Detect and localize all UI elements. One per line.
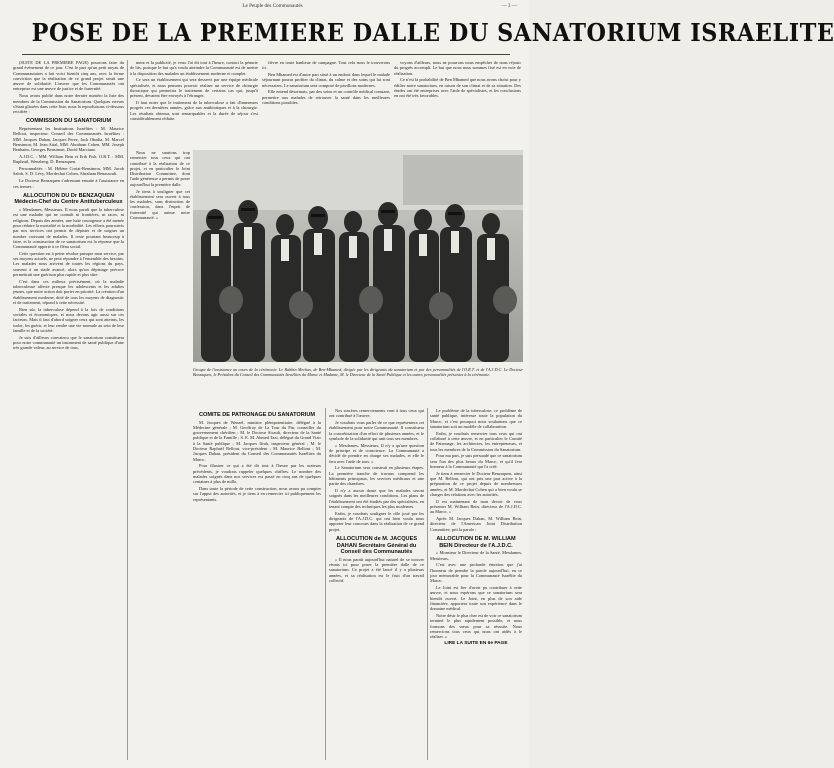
paragraph: Enfin, je voudrais remercier tous ceux qui ont collaboré à cette œuvre, et en particulier le Comité de Patronage, les architectes, les entrepreneurs, et tous les membres de la Commission du Sanatorium. bbox=[430, 430, 522, 452]
paragraph: « Mesdames, Messieurs, Il nous paraît que la tuberculose est une maladie qui ne connaît ni frontières, ni races, ni religions. Depuis des années, une lutte courageuse a été menée pour réduire la mortalité et la morbidité. Les efforts poursuivis par nos services ont permis de dépister et de soigner un nombre croissant de malades. Il reste pourtant beaucoup à faire, et la construction de ce sanatorium est la réponse que la Communauté apporte à ce fléau social. bbox=[13, 207, 124, 250]
paragraph: Dans toute la période de cette construction, nous avons pu compter sur l'appui des autorités, et je tiens à en remercier ici publiquement les représentants. bbox=[193, 486, 321, 502]
paragraph: (SUITE DE LA PREMIERE PAGE) pourrons faire du grand événement de ce jour. C'est le pari qu'un petit noyau de Communautaires a fait voici bientôt cinq ans, avec la ferme conviction que la réalisation de ce grand projet serait une œuvre de solidarité. L'œuvre que les Communautés ont entreprise est une œuvre de justice et de fraternité. bbox=[13, 60, 124, 92]
continued-notice: LIRE LA SUITE EN 6e PAGE bbox=[444, 640, 508, 646]
paragraph: Il est maintenant de mon devoir de vous présenter M. William Bein, directeur de l'A.J.D.C. au Maroc. » bbox=[430, 498, 522, 515]
paragraph: « Il nous paraît aujourd'hui naturel de se trouver réunis ici pour poser la première dalle de ce sanatorium. Ce projet a été lancé il y a plusieurs années, et sa réalisation est le fruit d'un travail collectif. bbox=[329, 556, 424, 583]
paragraph: Après M. Jacques Dahan, M. William Bein, directeur de l'American Joint Distribution Committee, prit la parole : bbox=[430, 516, 522, 532]
column-separator bbox=[325, 408, 326, 760]
paragraph: Représentant les Institutions Israélites : M. Maurice Bellout, inspecteur. Conseil des Communautés Israélites : MM. Jacques Dahan, Jacques Perez, Jack Obadia, M. Marcel Bensimon, M. Jean Attal, MM. Abraham Cohen, MM. Joseph Benhaïm, Georges Bensimon, David Marciano. bbox=[13, 126, 124, 153]
paragraph: « Monsieur le Directeur de la Santé, Mesdames, Messieurs, bbox=[430, 550, 522, 561]
paragraph: C'est avec une profonde émotion que j'ai l'honneur de prendre la parole aujourd'hui, en ce jour mémorable pour la Communauté Israélite du Maroc. bbox=[430, 562, 522, 584]
column-2-top bbox=[130, 60, 258, 148]
paragraph: Cette question est à peine résolue puisque mon service, par ses moyens actuels, ne peut répondre à l'ensemble des besoins. Les malades nous arrivent de toutes les régions du pays, souvent à un stade avancé, alors qu'un dépistage précoce permettrait une guérison plus rapide et plus sûre. bbox=[13, 250, 124, 278]
paragraph: Je suis d'ailleurs convaincu que le sanatorium constituera pour notre communauté un instrument de santé publique d'une très grande valeur, au service de tous. bbox=[13, 334, 124, 351]
paragraph: Il faut noter que le traitement de la tuberculose a fait d'immenses progrès ces dernières années, grâce aux antibiotiques et à la chirurgie. Les résultats obtenus sont remarquables et la durée de séjour s'est considérablement réduite. bbox=[130, 100, 258, 121]
paragraph: « Mesdames, Messieurs, Il n'y a qu'une question de principe et de conscience. La Communauté a décidé de prendre en charge ses malades, et elle le fera avec l'aide de tous. » bbox=[329, 442, 424, 464]
headline-rule bbox=[22, 54, 510, 55]
paragraph: Pour ma part, je suis persuadé que ce sanatorium sera l'un des plus beaux du Maroc, et qu'il fera honneur à la Communauté qui l'a créé. bbox=[430, 453, 522, 469]
paragraph: M. Jacques de Wenzel, ministre plénipotentiaire, délégué à la Médecine générale ; M. Geoffroy de La Tour du Pin, conseiller du gouvernement chérifien ; M. le Docteur Sicault, directeur de la Santé publique et de la Famille ; S. E. M. Ahmed Tazi, délégué du Grand Vizir à la Santé publique ; M. Jacques Ifrah, inspecteur général ; M. le Docteur Raphaël Bellout, vice-président ; M. Maurice Bellout ; M. Jacques Dahan, président du Conseil des Communautés Israélites du Maroc. bbox=[193, 419, 321, 462]
photo-caption bbox=[193, 367, 523, 377]
paragraph: Je voudrais vous parler de ce que représentera cet établissement pour notre Communauté. Il constituera la concrétisation d'un effort de plusieurs années, et le symbole de la solidarité qui unit tous ses membres. bbox=[329, 420, 424, 441]
column-separator bbox=[127, 60, 128, 760]
paragraph: Bien sûr, la tuberculose dépend à la fois de conditions sociales et économiques, et nous devons agir aussi sur ces facteurs. Mais il faut d'abord soigner ceux qui sont atteints, les isoler, les guérir, et leur rendre une vie normale au sein de leur famille et de la société. bbox=[13, 306, 124, 334]
section-heading: ALLOCUTION DE M. WILLIAM BEIN Directeur de l'A.J.D.C. bbox=[436, 536, 516, 549]
paragraph: Je tiens à souligner que cet établissement sera ouvert à tous les malades, sans distinction de confession, dans l'esprit de fraternité qui anime notre Communauté. » bbox=[130, 188, 190, 221]
column-4-top bbox=[394, 60, 521, 148]
column-1 bbox=[13, 60, 124, 765]
column-4-lower bbox=[430, 408, 522, 763]
page-number: — 3 — bbox=[501, 3, 517, 9]
paragraph: Le Joint est fier d'avoir pu contribuer à cette œuvre, et nous espérons que ce sanatorium sera bientôt ouvert. Le Joint, en plus de son aide financière, apportera toute son expérience dans le domaine médical. bbox=[430, 585, 522, 612]
section-heading: COMMISSION DU SANATORIUM bbox=[25, 118, 112, 125]
paragraph: Notre désir le plus cher est de voir ce sanatorium terminé le plus rapidement possible, et nous formons des vœux pour sa réussite. Nous remercions tous ceux qui nous ont aidés à le réaliser. » bbox=[430, 612, 522, 640]
section-heading: ALLOCUTION DU Dr BENZAQUEN Médecin-Chef du Centre Antituberculeux bbox=[14, 192, 123, 206]
paragraph: fièvre en toute banlieue de campagne. Tout cela nous le trouverons ici. bbox=[262, 60, 390, 71]
paragraph: Personnalités : M. Hélène Coriat-Bensimon, MM. Jacob Saloh, S. D. Lévy, Mordechai Cohen, Abraham Benassouli. bbox=[13, 166, 124, 177]
column-2-lower bbox=[193, 408, 321, 763]
section-heading: COMITE DE PATRONAGE DU SANATORIUM bbox=[198, 412, 316, 418]
paragraph: ment et la publicité, je veux l'ai dit tout à l'heure, contact la pénurie de lits, puisque le but qu'a voulu atteindre la Communauté est de mettre à la disposition des malades un établissement moderne et complet. bbox=[130, 60, 258, 76]
paragraph: Il n'y a aucun doute que les malades seront soignés dans les meilleures conditions. Les plans de l'établissement ont été étudiés par des spécialistes, en tenant compte des techniques les plus modernes. bbox=[329, 488, 424, 510]
section-heading: ALLOCUTION de M. JACQUES DAHAN Secrétaire Général du Conseil des Communautés bbox=[335, 536, 418, 556]
caption-text: Groupe de l'assistance au cours de la cérémonie. Le Rabbin Mechas, de Ben-Mhamed, dirigée par les dirigeants du sanatorium et par des personnalités de l'O.R.T. et de l'A.J.D.C. Le Docteur Benzaquen, le Président du Conseil des Communautés Israélites du Maroc et Madame, M. le Directeur de la Santé Publique et les autres personnalités présentes à la cérémonie. bbox=[193, 367, 523, 378]
column-3-lower bbox=[329, 408, 424, 763]
running-header bbox=[28, 3, 517, 11]
column-separator bbox=[427, 408, 428, 760]
column-3-top bbox=[262, 60, 390, 148]
paragraph: Le problème de la tuberculose, ce problème de santé publique, intéresse toute la population du Maroc, et c'est pourquoi nous souhaitons que ce sanatorium soit un modèle de collaboration. bbox=[430, 408, 522, 429]
paragraph: Elle entend désormais, par des soins et un contrôle médical constant, permettre aux malades de retrouver la santé dans les meilleures conditions possibles. bbox=[262, 89, 390, 106]
paragraph: Le Docteur Benzaquen s'adressant ensuite à l'assistance en ces termes : bbox=[13, 178, 124, 189]
paragraph: Nos sincères remerciements vont à tous ceux qui ont contribué à l'œuvre. bbox=[329, 408, 424, 419]
paragraph: Ben Mhamed est d'autre part situé à un endroit dans lequel le malade séjournant pourra profiter du climat, du calme et des soins qui lui sont nécessaires. Le sanatorium sera composé de pavillons modernes. bbox=[262, 72, 390, 88]
paragraph: Nous ne saurions trop remercier tous ceux qui ont contribué à la réalisation de ce projet, et en particulier le Joint Distribution Committee, dont l'aide généreuse a permis de poser aujourd'hui la première dalle. bbox=[130, 150, 190, 187]
paragraph: Ce sera un établissement qui sera desservi par une équipe médicale spécialisée, et nous pensons pouvoir réaliser un service de chirurgie thoracique qui permettra le traitement de certains cas qui, jusqu'à présent, devaient être envoyés à l'étranger. bbox=[130, 77, 258, 99]
paragraph: Le Sanatorium sera construit en plusieurs étapes. La première tranche de travaux comprend les bâtiments principaux, les services médicaux et une partie des chambres. bbox=[329, 465, 424, 487]
crowd-photo-image bbox=[193, 150, 523, 362]
paragraph: Ce n'est la probabilité de Ben Mhamed que nous avons choisi pour y édifier notre sanatorium, en raison de son climat et de sa situation. Des études ont été entreprises avec l'aide de spécialistes, et les conclusions en ont été très favorables. bbox=[394, 77, 521, 99]
paragraph: Pour illustrer ce qui a été dit tout à l'heure par les orateurs précédents, je voudrais rappeler quelques chiffres. Le nombre des malades soignés dans nos services est passé en cinq ans de quelques centaines à plus de mille. bbox=[193, 463, 321, 485]
paragraph: voyons d'ailleurs, nous ne pourrons nous empêcher de nous réjouir du progrès accompli. Le but que nous nous sommes fixé est en voie de réalisation. bbox=[394, 60, 521, 76]
running-header-title: Le Peuple des Communautés bbox=[242, 3, 303, 9]
page-headline: POSE DE LA PREMIERE DALLE DU SANATORIUM ISRAELITE bbox=[31, 18, 834, 47]
paragraph: Je tiens à remercier le Docteur Benzaquen, ainsi que M. Bellout, qui ont pris une part active à la préparation de ce projet depuis de nombreuses années, et M. Mordechai Cohen qui a bien voulu se charger des relations avec les autorités. bbox=[430, 470, 522, 497]
paragraph: Enfin, je voudrais souligner le rôle joué par les dirigeants de l'A.J.D.C. qui ont bien voulu nous apporter leur concours dans la réalisation de ce grand projet. bbox=[329, 510, 424, 532]
paragraph: A.J.D.C. : MM. William Bein et Erik Fish. O.R.T. : MM. Ruphrail, Wenzberg, D. Benzaquen. bbox=[13, 154, 124, 165]
column-2-side bbox=[130, 150, 190, 415]
paragraph: C'est dans ces milieux précisément, où la maladie tuberculeuse affecte presque les adolescents et les adultes jeunes, que notre action doit porter en priorité. La création d'un établissement moderne, doté de tous les moyens de diagnostic et de traitement, répond à cette nécessité. bbox=[13, 278, 125, 306]
paragraph: Nous avons publié dans notre dernier numéro la liste des membres de la Commission du Sanatorium. Quelques erreurs s'étant glissées dans cette liste, nous la reproduisons ci-dessous rectifiée : bbox=[13, 93, 124, 115]
ceremony-photo bbox=[193, 150, 523, 362]
